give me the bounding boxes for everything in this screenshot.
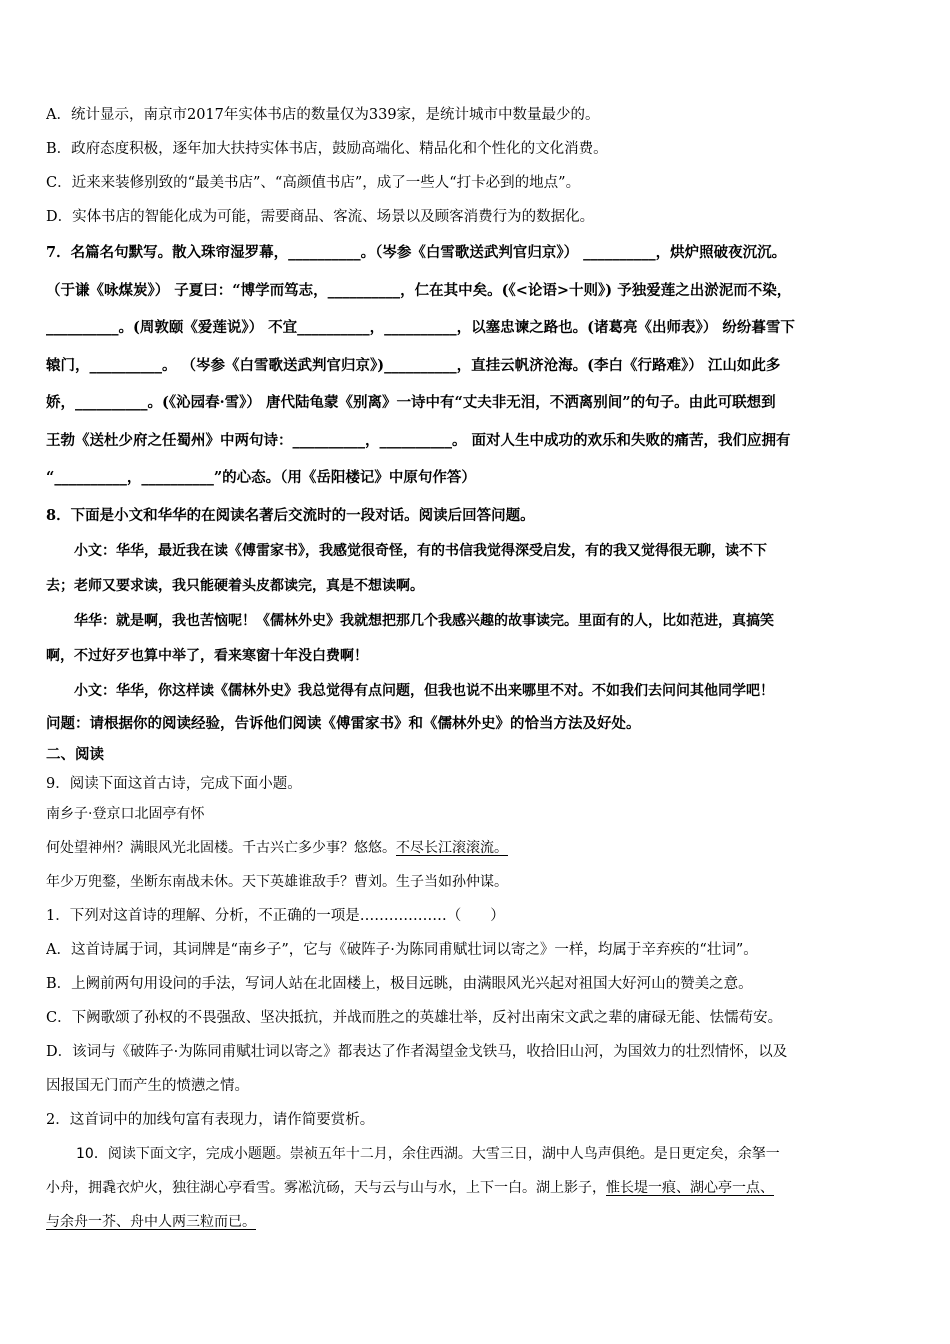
q8-question: 问题：请根据你的阅读经验，告诉他们阅读《傅雷家书》和《儒林外史》的恰当方法及好处。	[46, 715, 641, 732]
question-7	[46, 234, 906, 497]
q8-intro: 8．下面是小文和华华的在阅读名著后交流时的一段对话。阅读后回答问题。	[46, 506, 535, 524]
q7-line-5: 娇，__________。(《沁园春·雪》） 唐代陆龟蒙《别离》一诗中有“丈夫非无泪，不洒离别间”的句子。由此可联想到	[46, 394, 776, 411]
question-8	[46, 497, 906, 740]
q9-sub-2: 2．这首词中的加线句富有表现力，请作简要赏析。	[46, 1112, 375, 1128]
q7-line-1: 7．名篇名句默写。散入珠帘湿罗幕，__________。（岑参《白雪歌送武判官归京》） __________，烘炉照破夜沉沉。	[46, 244, 787, 261]
q7-line-6: 王勃《送杜少府之任蜀州》中两句诗：__________，__________。 面对人生中成功的欢乐和失败的痛苦，我们应拥有	[46, 431, 791, 449]
q9-option-a: A．这首诗属于词，其词牌是“南乡子”，它与《破阵子·为陈同甫赋壮词以寄之》一样，均属于辛弃疾的“壮词”。	[46, 942, 758, 958]
q7-line-7: “__________，__________”的心态。（用《岳阳楼记》中原句作答）	[46, 469, 476, 486]
q9-option-c: C．下阙歌颂了孙权的不畏强敌、坚决抵抗，并战而胜之的英雄壮举，反衬出南宋文武之辈的庸碌无能、怯懦苟安。	[46, 1010, 783, 1026]
q9-option-b: B．上阙前两句用设问的手法，写词人站在北固楼上，极目远眺，由满眼风光兴起对祖国大好河山的赞美之意。	[46, 976, 753, 992]
poem-line-1	[46, 831, 906, 865]
q7-line-4: 辕门，__________。 （岑参《白雪歌送武判官归京》)__________，直挂云帆济沧海。(李白《行路难》） 江山如此多	[46, 356, 781, 374]
q9-option-d-2: 因报国无门而产生的愤懑之情。	[46, 1078, 249, 1094]
q8-dialogue-huahua-a: 华华：就是啊，我也苦恼呢！《儒林外史》我就想把那几个我感兴趣的故事读完。里面有的人，比如范进，真搞笑	[74, 613, 774, 629]
q10-line-1: 10．阅读下面文字，完成小题题。崇祯五年十二月，余住西湖。大雪三日，湖中人鸟声俱绝。是日更定矣，余拏一	[76, 1146, 780, 1162]
q10-line-3	[46, 1205, 906, 1239]
q7-line-2: （于谦《咏煤炭》） 子夏曰：“博学而笃志，__________，仁在其中矣。(《<论语>十则》) 予独爱莲之出淤泥而不染，	[46, 281, 792, 299]
q8-dialogue-xiaowen-1b: 去；老师又要求读，我只能硬着头皮都读完，真是不想读啊。	[46, 578, 424, 594]
q10-line-2	[46, 1171, 906, 1205]
q8-dialogue-huahua-b: 啊，不过好歹也算中举了，看来寒窗十年没白费啊！	[46, 648, 368, 664]
section-heading: 二、阅读	[46, 746, 104, 763]
q7-line-3: __________。(周敦颐《爱莲说》） 不宜__________，__________，以塞忠谏之路也。(诸葛亮《出师表》） 纷纷暮雪下	[46, 319, 795, 336]
q9-intro: 9．阅读下面这首古诗，完成下面小题。	[46, 776, 302, 792]
section-reading	[46, 739, 906, 1239]
poem-underlined-line: 不尽长江滚滚流。	[396, 840, 508, 856]
q6-option-d: D．实体书店的智能化成为可能，需要商品、客流、场景以及顾客消费行为的数据化。	[46, 209, 595, 225]
poem-line-1-text: 何处望神州？满眼风光北固楼。千古兴亡多少事？悠悠。	[46, 840, 396, 856]
q8-dialogue-xiaowen-2: 小文：华华，你这样读《儒林外史》我总觉得有点问题，但我也说不出来哪里不对。不如我们去问问其他同学吧！	[74, 683, 774, 699]
q6-option-c: C．近来来装修别致的“最美书店”、“高颜值书店”，成了一些人“打卡必到的地点”。	[46, 175, 581, 191]
poem-line-2: 年少万兜鍪，坐断东南战未休。天下英雄谁敌手？曹刘。生子当如孙仲谋。	[46, 874, 508, 890]
q8-dialogue-xiaowen-1a: 小文：华华，最近我在读《傅雷家书》，我感觉很奇怪，有的书信我觉得深受启发，有的我又觉得很无聊，读不下	[74, 543, 767, 559]
q9-sub-1: 1．下列对这首诗的理解、分析，不正确的一项是………………（ ）	[46, 908, 505, 924]
q9-option-d-1: D．该词与《破阵子·为陈同甫赋壮词以寄之》都表达了作者渴望金戈铁马，收拾旧山河，为国效力的壮烈情怀，以及	[46, 1044, 788, 1060]
q10-underlined-a: 惟长堤一痕、湖心亭一点、	[606, 1180, 774, 1196]
q6-option-a: A．统计显示，南京市2017年实体书店的数量仅为339家，是统计城市中数量最少的。	[46, 107, 600, 123]
q10-line-2-text: 小舟，拥毳衣炉火，独往湖心亭看雪。雾凇沆砀，天与云与山与水，上下一白。湖上影子，	[46, 1180, 606, 1196]
poem-title: 南乡子·登京口北固亭有怀	[46, 806, 205, 822]
exam-page	[46, 98, 906, 1239]
q6-option-b: B．政府态度积极，逐年加大扶持实体书店，鼓励高端化、精品化和个性化的文化消费。	[46, 141, 608, 157]
q10-underlined-b: 与余舟一芥、舟中人两三粒而已。	[46, 1214, 256, 1230]
